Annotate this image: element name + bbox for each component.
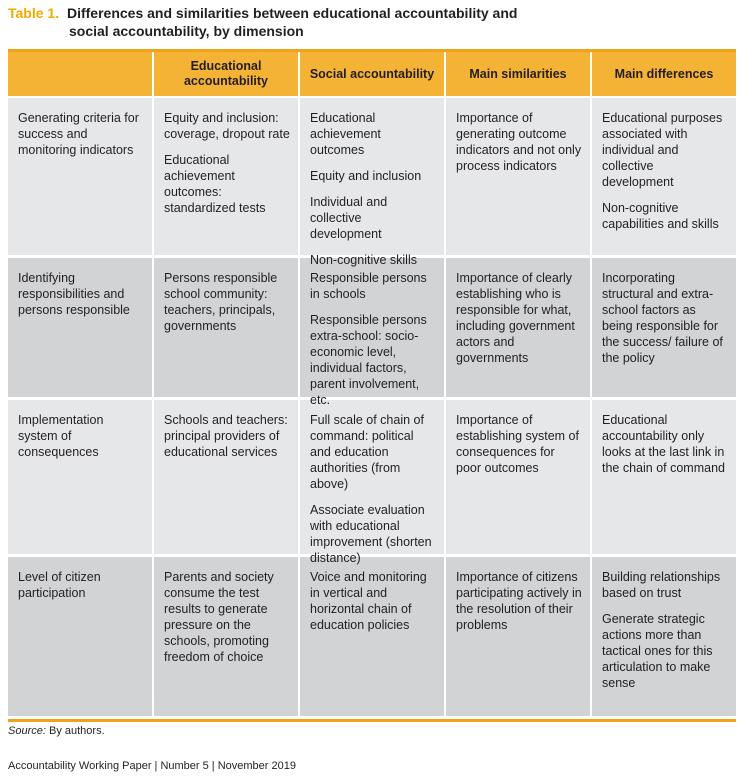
source-text: By authors. bbox=[48, 725, 105, 737]
source-label: Source: bbox=[8, 725, 46, 737]
cell-text: Educational achievement outcomes: standardized tests bbox=[164, 153, 266, 215]
cell-text: Generate strategic actions more than tactical ones for this articulation to make sense bbox=[602, 612, 713, 690]
table-title-line1: Differences and similarities between educational accountability and bbox=[66, 5, 518, 21]
social-cell bbox=[300, 557, 446, 716]
table-title bbox=[8, 4, 568, 40]
cell-text: Educational purposes associated with individual and collective development bbox=[602, 111, 723, 189]
cell-text: Implementation system of consequences bbox=[18, 413, 104, 459]
dimension-cell bbox=[8, 258, 154, 397]
social-cell bbox=[300, 258, 446, 407]
table-row bbox=[8, 400, 736, 565]
cell-text: Importance of generating outcome indicators and not only process indicators bbox=[456, 111, 582, 173]
cell-text: Importance of citizens participating actively in the resolution of their problems bbox=[456, 570, 582, 632]
source-note bbox=[8, 725, 105, 737]
header-cell-social: Social accountability bbox=[300, 52, 446, 96]
similarities-cell bbox=[446, 557, 592, 716]
similarities-cell bbox=[446, 258, 592, 397]
cell-text: Level of citizen participation bbox=[18, 570, 101, 600]
cell-text: Non-cognitive skills bbox=[310, 253, 417, 267]
differences-cell bbox=[592, 557, 736, 716]
page-footer: Accountability Working Paper | Number 5 | November 2019 bbox=[8, 760, 296, 772]
similarities-cell bbox=[446, 400, 592, 554]
table-row bbox=[8, 557, 736, 719]
educational-cell bbox=[154, 258, 300, 397]
table-row bbox=[8, 258, 736, 407]
table-number: Table 1. bbox=[8, 5, 60, 21]
cell-text: Non-cognitive capabilities and skills bbox=[602, 201, 719, 231]
social-cell bbox=[300, 98, 446, 267]
differences-cell bbox=[592, 98, 736, 255]
header-cell-differences: Main differences bbox=[614, 66, 714, 81]
cell-text: Schools and teachers: principal providers of educational services bbox=[164, 413, 288, 459]
cell-text: Responsible persons extra-school: socio-economic level, individual factors, parent involvement, etc. bbox=[310, 313, 427, 407]
differences-cell bbox=[592, 258, 736, 397]
header-cell-dimension bbox=[8, 52, 154, 96]
dimension-cell bbox=[8, 400, 154, 554]
cell-text: Parents and society consume the test results to generate pressure on the schools, promoting freedom of choice bbox=[164, 570, 274, 664]
table-title-line2: social accountability, by dimension bbox=[69, 23, 304, 39]
dimension-cell bbox=[8, 98, 154, 255]
header-cell-similarities: Main similarities bbox=[446, 52, 592, 96]
table-header-row bbox=[8, 52, 736, 98]
cell-text: Equity and inclusion bbox=[310, 169, 422, 183]
cell-text: Voice and monitoring in vertical and horizontal chain of education policies bbox=[310, 570, 427, 632]
cell-text: Equity and inclusion: coverage, dropout rate bbox=[164, 111, 290, 141]
educational-cell bbox=[154, 98, 300, 255]
cell-text: Importance of establishing system of consequences for poor outcomes bbox=[456, 413, 579, 475]
dimension-cell bbox=[8, 557, 154, 716]
cell-text: Generating criteria for success and monitoring indicators bbox=[18, 111, 139, 157]
cell-text: Responsible persons in schools bbox=[310, 271, 427, 301]
table-bottom-rule bbox=[8, 719, 736, 722]
cell-text: Associate evaluation with educational improvement (shorten distance) bbox=[310, 503, 432, 565]
cell-text: Importance of clearly establishing who is responsible for what, including government actors and governments bbox=[456, 271, 575, 365]
cell-text: Educational accountability only looks at the last link in the chain of command bbox=[602, 413, 725, 475]
differences-cell bbox=[592, 400, 736, 554]
cell-text: Educational achievement outcomes bbox=[310, 111, 381, 157]
cell-text: Full scale of chain of command: political and education authorities (from above) bbox=[310, 413, 424, 491]
cell-text: Incorporating structural and extra-school factors as being responsible for the success/ failure of the policy bbox=[602, 271, 723, 365]
cell-text: Persons responsible school community: teachers, principals, governments bbox=[164, 271, 278, 333]
social-cell bbox=[300, 400, 446, 565]
educational-cell bbox=[154, 400, 300, 554]
similarities-cell bbox=[446, 98, 592, 255]
header-cell-educational: Educational accountability bbox=[154, 52, 300, 96]
cell-text: Building relationships based on trust bbox=[602, 570, 721, 600]
comparison-table bbox=[8, 49, 736, 722]
cell-text: Individual and collective development bbox=[310, 195, 388, 241]
cell-text: Identifying responsibilities and persons responsible bbox=[18, 271, 130, 317]
educational-cell bbox=[154, 557, 300, 716]
table-row bbox=[8, 98, 736, 267]
